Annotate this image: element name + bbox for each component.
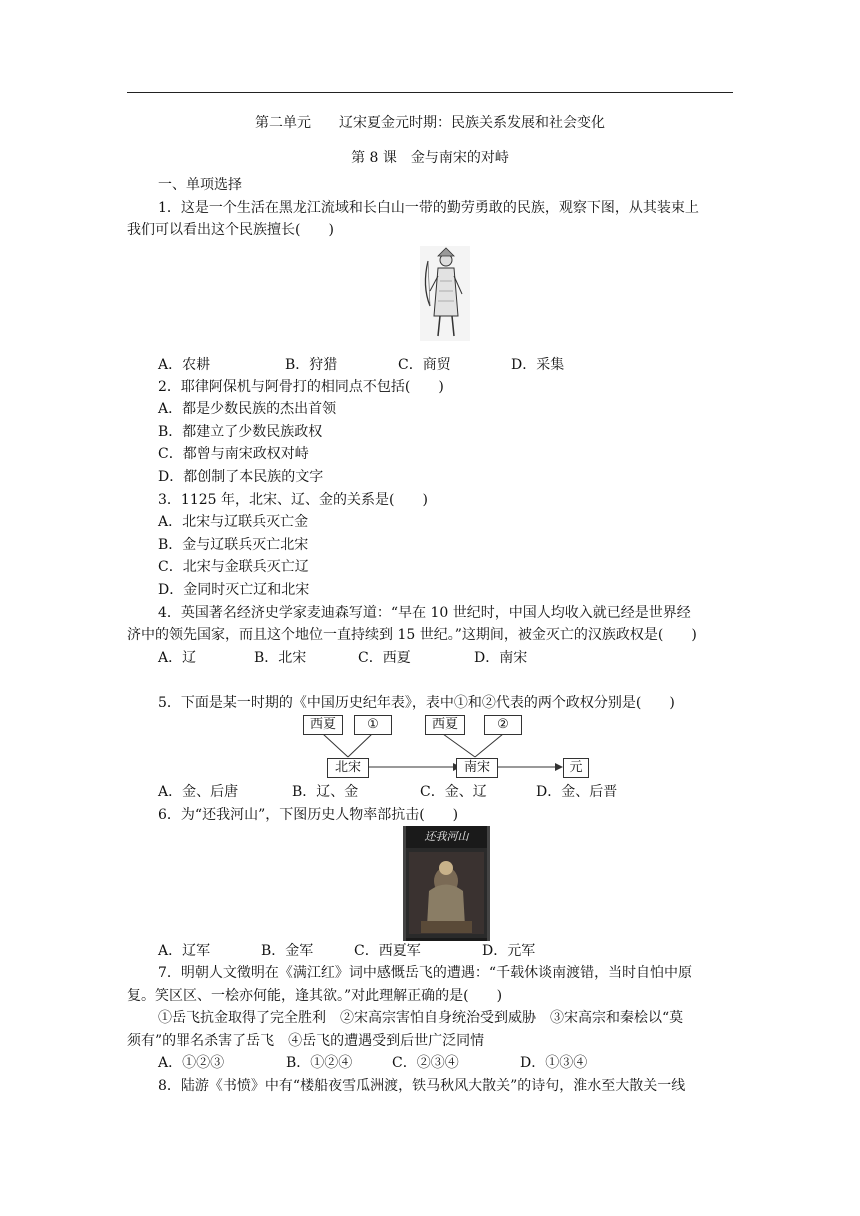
q5-stem: 5．下面是某一时期的《中国历史纪年表》，表中①和②代表的两个政权分别是( ) xyxy=(158,695,675,711)
q3-option-b[interactable]: B．金与辽联兵灭亡北宋 xyxy=(158,537,309,553)
q7-stem-line1: 7．明朝人文徵明在《满江红》词中感慨岳飞的遭遇：“千载休谈南渡错，当时自怕中原 xyxy=(158,965,693,981)
q6-stem: 6．为“还我河山”，下图历史人物率部抗击( ) xyxy=(158,807,459,823)
q3-option-d[interactable]: D．金同时灭亡辽和北宋 xyxy=(158,582,310,598)
q7-option-b[interactable]: B．①②④ xyxy=(286,1055,353,1071)
header-rule xyxy=(127,92,733,93)
q7-statements-line1: ①岳飞抗金取得了完全胜利 ②宋高宗害怕自身统治受到威胁 ③宋高宗和秦桧以“莫 xyxy=(158,1010,684,1026)
q3-option-a[interactable]: A．北宋与辽联兵灭亡金 xyxy=(158,514,309,530)
q1-option-d[interactable]: D．采集 xyxy=(511,357,565,373)
q4-stem-line1: 4．英国著名经济史学家麦迪森写道：“早在 10 世纪时，中国人均收入就已经是世界经 xyxy=(158,605,691,621)
q6-option-d[interactable]: D．元军 xyxy=(482,943,536,959)
yue-fei-statue-image xyxy=(403,826,490,941)
q3-option-c[interactable]: C．北宋与金联兵灭亡辽 xyxy=(158,559,309,575)
q6-option-b[interactable]: B．金军 xyxy=(261,943,314,959)
jurchen-hunter-image xyxy=(420,246,470,341)
box-xixia-1: 西夏 xyxy=(303,715,343,735)
q1-option-b[interactable]: B．狩猎 xyxy=(285,357,338,373)
q4-stem-line2: 济中的领先国家，而且这个地位一直持续到 15 世纪。”这期间，被金灭亡的汉族政权是( ) xyxy=(127,627,697,643)
q6-option-a[interactable]: A．辽军 xyxy=(158,943,211,959)
q4-option-a[interactable]: A．辽 xyxy=(158,650,197,666)
q2-option-c[interactable]: C．都曾与南宋政权对峙 xyxy=(158,446,309,462)
box-regime-1: ① xyxy=(354,715,392,735)
box-xixia-2: 西夏 xyxy=(425,715,465,735)
statue-plaque: 还我河山 xyxy=(424,830,469,843)
q4-option-c[interactable]: C．西夏 xyxy=(358,650,411,666)
section-heading: 一、单项选择 xyxy=(158,177,242,193)
q7-option-a[interactable]: A．①②③ xyxy=(158,1055,225,1071)
q5-option-c[interactable]: C．金、辽 xyxy=(420,784,487,800)
q5-option-a[interactable]: A．金、后唐 xyxy=(158,784,239,800)
unit-title: 第二单元 辽宋夏金元时期：民族关系发展和社会变化 xyxy=(255,115,605,131)
q3-stem: 3．1125 年，北宋、辽、金的关系是( ) xyxy=(158,492,428,508)
q6-option-c[interactable]: C．西夏军 xyxy=(354,943,421,959)
q4-option-d[interactable]: D．南宋 xyxy=(474,650,528,666)
q8-stem-line1: 8．陆游《书愤》中有“楼船夜雪瓜洲渡，铁马秋风大散关”的诗句，淮水至大散关一线 xyxy=(158,1078,686,1094)
q4-option-b[interactable]: B．北宋 xyxy=(254,650,307,666)
box-nansong: 南宋 xyxy=(456,758,498,778)
q1-option-c[interactable]: C．商贸 xyxy=(398,357,451,373)
q2-stem: 2．耶律阿保机与阿骨打的相同点不包括( ) xyxy=(158,379,444,395)
q7-option-c[interactable]: C．②③④ xyxy=(392,1055,459,1071)
q1-option-a[interactable]: A．农耕 xyxy=(158,357,211,373)
q7-statements-line2: 须有”的罪名杀害了岳飞 ④岳飞的遭遇受到后世广泛同情 xyxy=(127,1033,485,1049)
q1-stem-line1: 1．这是一个生活在黑龙江流域和长白山一带的勤劳勇敢的民族，观察下图，从其装束上 xyxy=(158,200,699,216)
q2-option-a[interactable]: A．都是少数民族的杰出首领 xyxy=(158,401,337,417)
q5-option-b[interactable]: B．辽、金 xyxy=(292,784,359,800)
q5-option-d[interactable]: D．金、后晋 xyxy=(536,784,618,800)
lesson-title: 第 8 课 金与南宋的对峙 xyxy=(351,150,509,166)
box-beisong: 北宋 xyxy=(327,758,369,778)
q1-stem-line2: 我们可以看出这个民族擅长( ) xyxy=(127,222,334,238)
q2-option-b[interactable]: B．都建立了少数民族政权 xyxy=(158,424,323,440)
box-regime-2: ② xyxy=(484,715,522,735)
q7-stem-line2: 复。笑区区、一桧亦何能，逢其欲。”对此理解正确的是( ) xyxy=(127,988,503,1004)
q2-option-d[interactable]: D．都创制了本民族的文字 xyxy=(158,469,324,485)
q7-option-d[interactable]: D．①③④ xyxy=(520,1055,588,1071)
box-yuan: 元 xyxy=(563,758,589,778)
